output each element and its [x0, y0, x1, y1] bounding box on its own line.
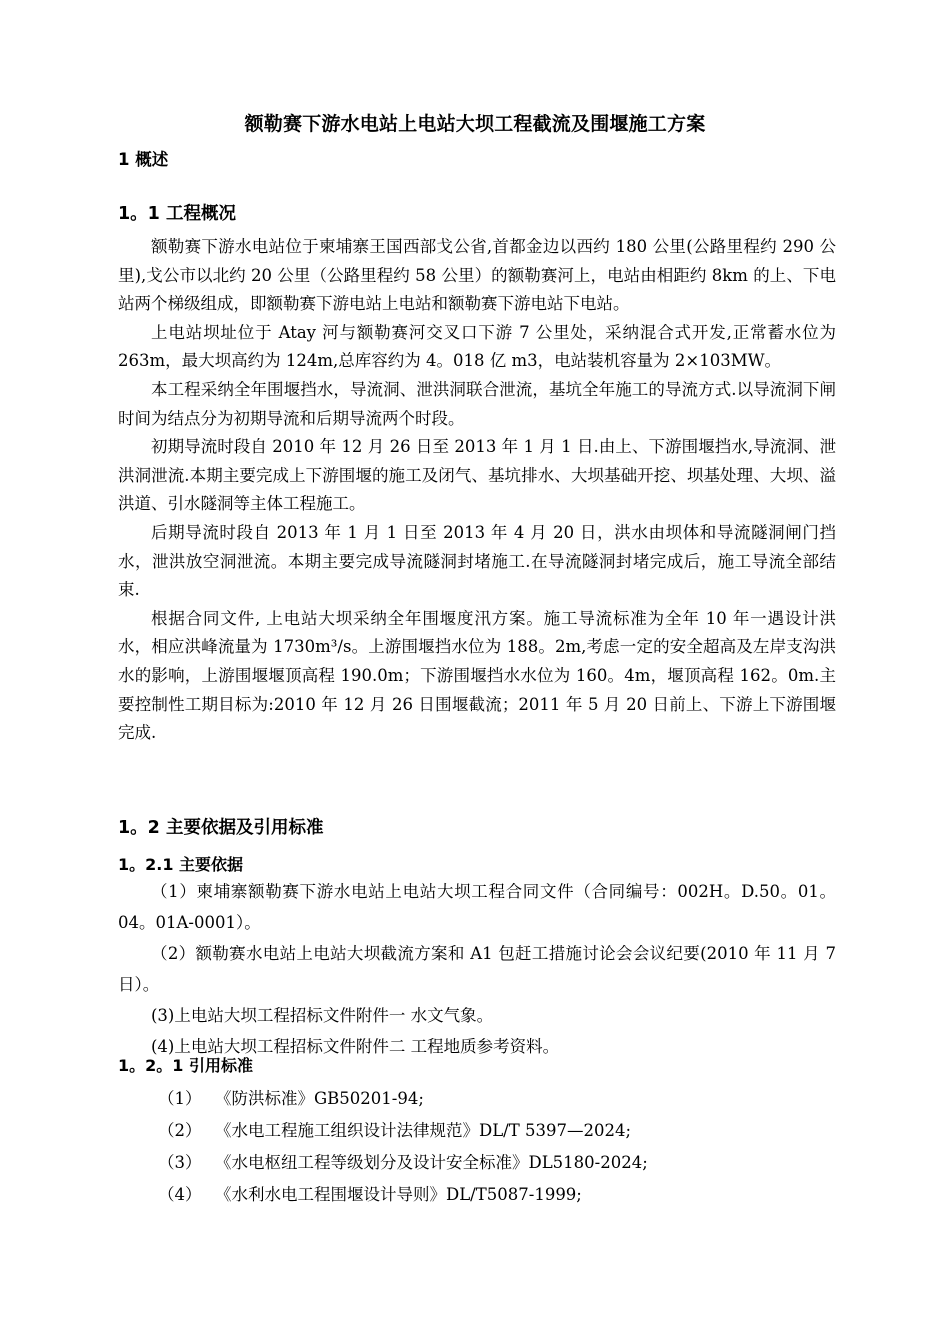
- basis-item: （1）柬埔寨额勒赛下游水电站上电站大坝工程合同文件（合同编号：002H。D.50。01。04。01A-0001）。: [118, 882, 836, 932]
- standard-title: 《水电枢纽工程等级划分及设计安全标准》DL5180-2024;: [215, 1153, 648, 1172]
- subsection-heading-basis-and-standards: 1。2 主要依据及引用标准: [118, 818, 324, 838]
- subsubsection-heading-main-basis: 1。2.1 主要依据: [118, 855, 244, 874]
- standard-title: 《防洪标准》GB50201-94;: [215, 1089, 424, 1108]
- standard-title: 《水电工程施工组织设计法律规范》DL/T 5397—2024;: [215, 1121, 632, 1140]
- subsubsection-heading-referenced-standards: 1。2。1 引用标准: [118, 1056, 253, 1075]
- basis-item: (4)上电站大坝工程招标文件附件二 工程地质参考资料。: [151, 1037, 560, 1056]
- section-heading-overview: 1 概述: [118, 150, 169, 169]
- paragraph: 额勒赛下游水电站位于柬埔寨王国西部戈公省,首都金边以西约 180 公里(公路里程约 290 公里),戈公市以北约 20 公里（公路里程约 58 公里）的额勒赛河上，电站由相距约 8km 的上、下电站两个梯级组成，即额勒赛下游电站上电站和额勒赛下游电站下电站。: [118, 237, 836, 314]
- basis-item: （2）额勒赛水电站上电站大坝截流方案和 A1 包赶工措施讨论会会议纪要(2010 年 11 月 7 日）。: [118, 944, 836, 994]
- standard-item: [118, 1147, 836, 1179]
- main-basis-list: [118, 876, 836, 1062]
- standard-item: [118, 1115, 836, 1147]
- paragraph: 上电站坝址位于 Atay 河与额勒赛河交叉口下游 7 公里处，采纳混合式开发,正常蓄水位为 263m，最大坝高约为 124m,总库容约为 4。018 亿 m3，电站装机容量为 2×103MW。: [118, 322, 836, 371]
- project-overview-body: [118, 233, 836, 748]
- paragraph: 根据合同文件, 上电站大坝采纳全年围堰度汛方案。施工导流标准为全年 10 年一遇设计洪水，相应洪峰流量为 1730m³/s。上游围堰挡水位为 188。2m,考虑一定的安全超高及左岸支沟洪水的影响，上游围堰堰顶高程 190.0m；下游围堰挡水水位为 160。4m，堰顶高程 162。0m.主要控制性工期目标为:2010 年 12 月 26 日围堰截流；2011 年 5 月 20 日前上、下游上下游围堰完成.: [118, 608, 836, 743]
- standard-number: （3）: [158, 1153, 202, 1172]
- basis-item: (3)上电站大坝工程招标文件附件一 水文气象。: [151, 1006, 494, 1025]
- standard-number: （1）: [158, 1089, 202, 1108]
- standard-item: [118, 1179, 836, 1211]
- document-title: 额勒赛下游水电站上电站大坝工程截流及围堰施工方案: [244, 113, 706, 135]
- standard-title: 《水利水电工程围堰设计导则》DL/T5087-1999;: [215, 1185, 582, 1204]
- paragraph: 本工程采纳全年围堰挡水，导流洞、泄洪洞联合泄流，基坑全年施工的导流方式.以导流洞下闸时间为结点分为初期导流和后期导流两个时段。: [118, 379, 836, 428]
- paragraph: 初期导流时段自 2010 年 12 月 26 日至 2013 年 1 月 1 日.由上、下游围堰挡水,导流洞、泄洪洞泄流.本期主要完成上下游围堰的施工及闭气、基坑排水、大坝基础开挖、坝基处理、大坝、溢洪道、引水隧洞等主体工程施工。: [118, 437, 836, 514]
- standard-item: [118, 1083, 836, 1115]
- standard-number: （4）: [158, 1185, 202, 1204]
- referenced-standards-list: [118, 1083, 836, 1211]
- subsection-heading-project-overview: 1。1 工程概况: [118, 204, 236, 224]
- standard-number: （2）: [158, 1121, 202, 1140]
- paragraph: 后期导流时段自 2013 年 1 月 1 日至 2013 年 4 月 20 日，洪水由坝体和导流隧洞闸门挡水，泄洪放空洞泄流。本期主要完成导流隧洞封堵施工.在导流隧洞封堵完成后，施工导流全部结束.: [118, 522, 836, 600]
